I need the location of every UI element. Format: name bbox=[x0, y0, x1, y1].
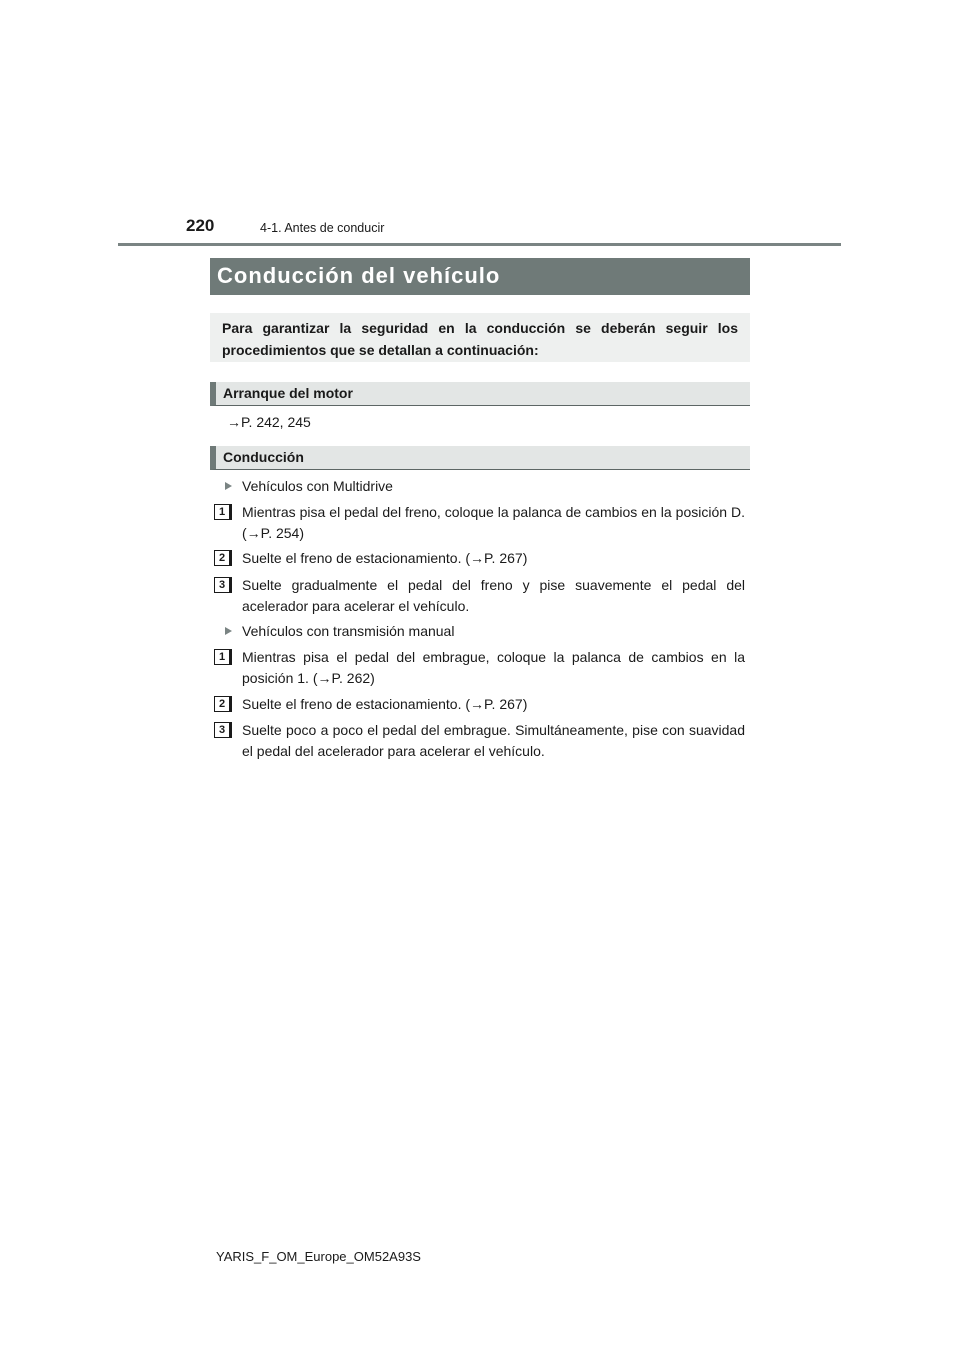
document-footer: YARIS_F_OM_Europe_OM52A93S bbox=[216, 1249, 421, 1264]
intro-text: Para garantizar la seguridad en la conducción se deberán seguir los procedimientos que se detallan a continuación: bbox=[222, 320, 738, 358]
manual-title bbox=[225, 623, 454, 639]
subheading-driving: Conducción bbox=[210, 446, 750, 470]
intro-box bbox=[210, 313, 750, 362]
header-rule bbox=[118, 243, 841, 246]
subheading-start: Arranque del motor bbox=[210, 382, 750, 406]
page-title: Conducción del vehículo bbox=[210, 258, 750, 295]
multidrive-title-text: Vehículos con Multidrive bbox=[242, 478, 393, 494]
start-reference: →P. 242, 245 bbox=[227, 414, 311, 430]
multidrive-title bbox=[225, 478, 393, 494]
step-text: Mientras pisa el pedal del embrague, coloque la palanca de cambios en la posición 1. (→P. 262) bbox=[242, 649, 745, 686]
triangle-bullet-icon bbox=[225, 627, 232, 635]
step-text: Mientras pisa el pedal del freno, coloque la palanca de cambios en la posición D. (→P. 254) bbox=[242, 504, 745, 541]
step-text: Suelte el freno de estacionamiento. (→P. 267) bbox=[242, 696, 528, 712]
step-number-3: 3 bbox=[214, 722, 232, 738]
step-number-1: 1 bbox=[214, 504, 232, 520]
step-number-2: 2 bbox=[214, 550, 232, 566]
step-text: Suelte poco a poco el pedal del embrague. Simultáneamente, pise con suavidad el pedal del acelerador para acelerar el vehículo. bbox=[242, 722, 745, 759]
step-number-3: 3 bbox=[214, 577, 232, 593]
step-number-2: 2 bbox=[214, 696, 232, 712]
page-number: 220 bbox=[186, 216, 215, 235]
step-number-1: 1 bbox=[214, 649, 232, 665]
triangle-bullet-icon bbox=[225, 482, 232, 490]
manual-title-text: Vehículos con transmisión manual bbox=[242, 623, 455, 639]
section-path: 4-1. Antes de conducir bbox=[260, 221, 385, 235]
step-text: Suelte el freno de estacionamiento. (→P. 267) bbox=[242, 550, 528, 566]
step-text: Suelte gradualmente el pedal del freno y pise suavemente el pedal del acelerador para acelerar el vehículo. bbox=[242, 577, 745, 614]
